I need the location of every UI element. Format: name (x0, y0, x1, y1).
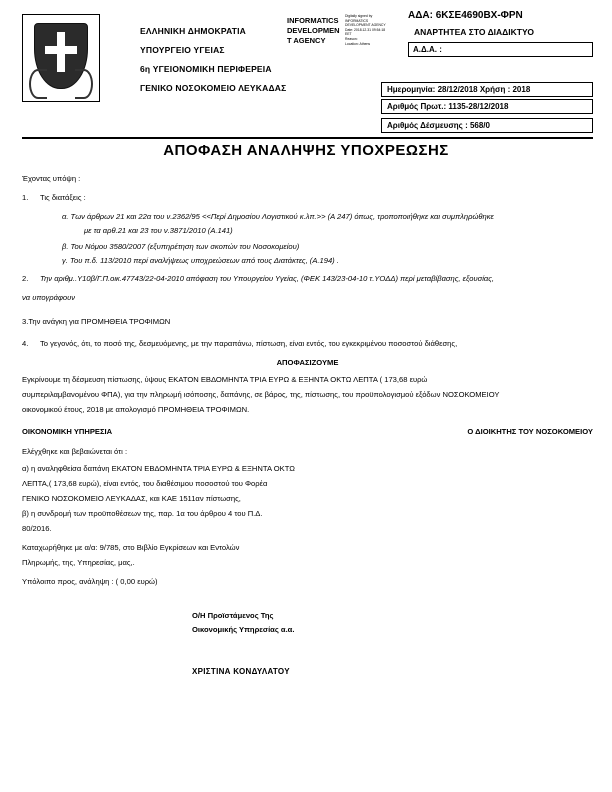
agency-line-1: INFORMATICS (287, 16, 339, 25)
hospital-director-heading: Ο ΔΙΟΙΚΗΤΗΣ ΤΟΥ ΝΟΣΟΚΟΜΕΙΟΥ (467, 427, 593, 436)
signature-meta-4: Date: 2018.12.31 09:54:18 (345, 27, 386, 32)
clause-2-text: Την αριθμ..Υ10β/Γ.Π.οικ.47743/22-04-2010 απόφαση του Υπουργείου Υγείας, (ΦΕΚ 143/23-04-10 τ.ΥΟΔΔ) περί μεταβίβασης, εξουσίας, (40, 274, 495, 283)
clause-1b: β. Του Νόμου 3580/2007 (εξυπηρέτηση των σκοπών του Νοσοκομείου) (62, 242, 300, 251)
verification-a-line-1: α) η αναληφθείσα δαπάνη ΕΚΑΤΟΝ ΕΒΔΟΜΗΝΤΑ ΤΡΙΑ ΕΥΡΩ & ΕΞΗΝΤΑ ΟΚΤΩ (22, 464, 295, 473)
signature-title-block (192, 609, 593, 637)
clause-1c: γ. Του π.δ. 113/2010 περί αναλήψεως υποχρεώσεων από τους Διατάκτες, (Α.194) . (62, 256, 339, 265)
clause-4 (22, 339, 593, 349)
clause-3: 3.Την ανάγκη για ΠΡΟΜΗΘΕΙΑ ΤΡΟΦΙΜΩΝ (22, 317, 171, 326)
register-line-1: Καταχωρήθηκε με α/α: 9/785, στο Βιβλίο Εγκρίσεων και Εντολών (22, 543, 240, 552)
intro-text: Έχοντας υπόψη : (22, 174, 81, 183)
wreath-right-icon (75, 69, 93, 99)
meta-commitment-row: Αριθμός Δέσμευσης : 568/0 (381, 118, 593, 133)
clause-4-text: Το γεγονός, ότι, το ποσό της, δεσμευόμενης, με την παραπάνω, πίστωση, είναι εντός, του εγκεκριμένου ποσοστού διάθεσης, (40, 339, 458, 348)
agency-line-3: T AGENCY (287, 36, 326, 45)
signature-columns-header (22, 427, 593, 438)
clause-1a-cont: με τα αρθ.21 και 23 του ν.3871/2010 (Α.141) (84, 226, 233, 235)
signature-title-line-1: Ο/Η Προϊστάμενος Της (192, 611, 274, 620)
org-line-3: 6η ΥΓΕΙΟΝΟΜΙΚΗ ΠΕΡΙΦΕΡΕΙΑ (140, 64, 272, 74)
signature-meta-6: Reason: (345, 36, 358, 41)
decision-heading: ΑΠΟΦΑΣΙΖΟΥΜΕ (276, 358, 339, 367)
signature-title-line-2: Οικονομικής Υπηρεσίας α.α. (192, 625, 295, 634)
signature-meta-3: DEVELOPMENT AGENCY (345, 23, 386, 28)
signature-meta-1: Digitally signed by (345, 14, 373, 18)
verification-a-line-2: ΛΕΠΤΑ,( 173,68 ευρώ), είναι εντός, του διαθέσιμου ποσοστού του Φορέα (22, 479, 268, 488)
remaining-balance: Υπόλοιπο προς, ανάληψη : ( 0,00 ευρώ) (22, 577, 158, 586)
clause-1 (22, 193, 593, 203)
signature-meta-5: EET (345, 32, 352, 37)
clause-2 (22, 274, 593, 284)
financial-service-heading: ΟΙΚΟΝΟΜΙΚΗ ΥΠΗΡΕΣΙΑ (22, 427, 113, 436)
organization-lines (140, 22, 286, 98)
org-line-2: ΥΠΟΥΡΓΕΙΟ ΥΓΕΙΑΣ (140, 45, 225, 55)
signing-agency-name (287, 16, 349, 46)
clause-1-number: 1. (22, 193, 29, 202)
verification-a-line-3: ΓΕΝΙΚΟ ΝΟΣΟΚΟΜΕΙΟ ΛΕΥΚΑΔΑΣ, και ΚΑΕ 1511αν πίστωσης, (22, 494, 241, 503)
clause-2-number: 2. (22, 274, 29, 283)
verification-b-line-2: 80/2016. (22, 524, 52, 533)
ada-code: ΑΔΑ: 6ΚΣΕ4690ΒΧ-ΦΡΝ (408, 10, 523, 21)
signatory-name: ΧΡΙΣΤΙΝΑ ΚΟΝΔΥΛΑΤΟΥ (192, 667, 290, 676)
agency-line-2: DEVELOPMEN (287, 26, 340, 35)
decision-paragraph-1: Εγκρίνουμε τη δέσμευση πίστωσης, ύψους ΕΚΑΤΟΝ ΕΒΔΟΜΗΝΤΑ ΤΡΙΑ ΕΥΡΩ & ΕΞΗΝΤΑ ΟΚΤΩ ΛΕΠΤΑ ( 173,68 ευρώ (22, 375, 428, 384)
digital-signature-details (345, 14, 405, 46)
page-title: ΑΠΟΦΑΣΗ ΑΝΑΛΗΨΗΣ ΥΠΟΧΡΕΩΣΗΣ (163, 142, 449, 159)
verification-intro: Ελέγχθηκε και βεβαιώνεται ότι : (22, 447, 128, 456)
meta-date-row: Ημερομηνία: 28/12/2018 Χρήση : 2018 (381, 82, 593, 97)
publication-notice: ΑΝΑΡΤΗΤΕΑ ΣΤΟ ΔΙΑΔΙΚΤΥΟ (414, 27, 534, 37)
org-line-4: ΓΕΝΙΚΟ ΝΟΣΟΚΟΜΕΙΟ ΛΕΥΚΑΔΑΣ (140, 83, 287, 93)
clause-1-text: Τις διατάξεις : (40, 193, 86, 202)
org-line-1: ΕΛΛΗΝΙΚΗ ΔΗΜΟΚΡΑΤΙΑ (140, 26, 247, 36)
clause-2-cont: να υπογράφουν (22, 293, 76, 302)
decision-paragraph-2: συμπεριλαμβανομένου ΦΠΑ), για την πληρωμή ισόποσης, δαπάνης, σε βάρος, της, πίστωσης, του προϋπολογισμού εξόδων ΝΟΣΟΚΟΜΕΙΟΥ (22, 390, 500, 399)
wreath-left-icon (29, 69, 47, 99)
clause-4-number: 4. (22, 339, 29, 348)
header-divider (22, 137, 593, 139)
signature-meta-2: INFORMATICS (345, 18, 369, 23)
document-header (0, 0, 612, 132)
clause-1a: α. Των άρθρων 21 και 22α του ν.2362/95 <<Περί Δημοσίου Λογιστικού κ.λπ.>> (Α 247) όπως, τροποποιήθηκε και συμπληρώθηκε (62, 212, 494, 221)
ada-field-label: Α.Δ.Α. : (408, 42, 593, 57)
emblem-frame (22, 14, 100, 102)
register-line-2: Πληρωμής, της, Υπηρεσίας, μας,. (22, 558, 135, 567)
decision-paragraph-3: οικονομικού έτους, 2018 με απολογισμό ΠΡΟΜΗΘΕΙΑ ΤΡΟΦΙΜΩΝ. (22, 405, 250, 414)
national-emblem (22, 14, 100, 102)
document-body (22, 174, 593, 677)
meta-protocol-row: Αριθμός Πρωτ.: 1135-28/12/2018 (381, 99, 593, 114)
signature-meta-7: Location: Athens (345, 41, 371, 46)
verification-b-line-1: β) η συνδρομή των προϋποθέσεων της, παρ. 1α του άρθρου 4 του Π.Δ. (22, 509, 263, 518)
